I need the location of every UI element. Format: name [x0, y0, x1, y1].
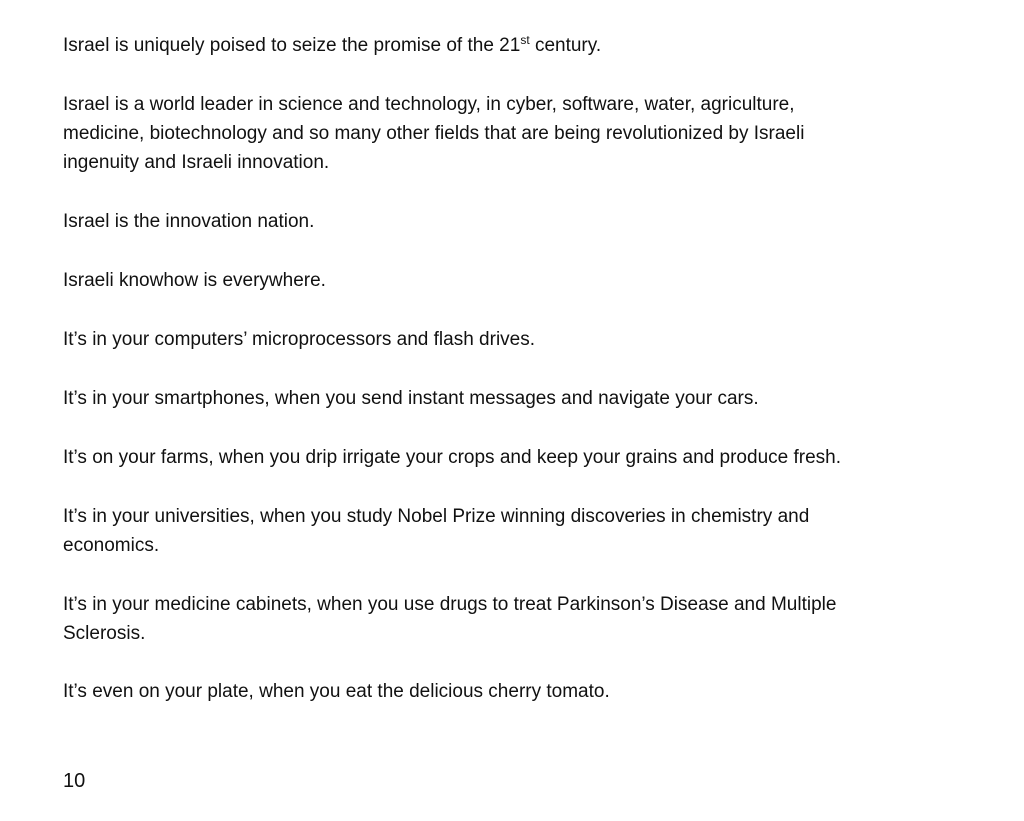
page-number: 10 — [63, 770, 86, 792]
paragraph-line: ingenuity and Israeli innovation. — [63, 152, 330, 173]
paragraph-farms — [63, 443, 993, 472]
paragraph-text: It’s in your computers’ microprocessors and flash drives. — [63, 329, 536, 350]
paragraph-text: It’s even on your plate, when you eat the delicious cherry tomato. — [63, 681, 610, 702]
paragraph-line: Israel is a world leader in science and technology, in cyber, software, water, agriculture, — [63, 94, 795, 115]
paragraph-text: It’s on your farms, when you drip irrigate your crops and keep your grains and produce fresh. — [63, 447, 841, 468]
paragraph-smartphones — [63, 384, 993, 413]
superscript-st: st — [520, 33, 530, 47]
paragraph-text: Israel is the innovation nation. — [63, 211, 315, 232]
paragraph-21st-century — [63, 31, 993, 60]
paragraph-line: It’s in your universities, when you study Nobel Prize winning discoveries in chemistry and — [63, 506, 810, 527]
paragraph-computers — [63, 325, 993, 354]
paragraph-world-leader — [63, 90, 993, 177]
paragraph-universities — [63, 502, 993, 560]
paragraph-line: It’s in your medicine cabinets, when you use drugs to treat Parkinson’s Disease and Multiple — [63, 594, 837, 615]
paragraph-innovation-nation — [63, 207, 993, 236]
paragraph-text: Israeli knowhow is everywhere. — [63, 270, 326, 291]
paragraph-cherry-tomato — [63, 677, 993, 706]
paragraph-knowhow — [63, 266, 993, 295]
paragraph-text: Israel is uniquely poised to seize the promise of the 21 — [63, 35, 521, 56]
paragraph-line: Sclerosis. — [63, 623, 146, 644]
paragraph-line: medicine, biotechnology and so many other fields that are being revolutionized by Israeli — [63, 123, 805, 144]
paragraph-medicine-cabinets — [63, 590, 993, 648]
paragraph-line: economics. — [63, 535, 160, 556]
paragraph-text: It’s in your smartphones, when you send instant messages and navigate your cars. — [63, 388, 759, 409]
paragraph-text: century. — [529, 35, 602, 56]
